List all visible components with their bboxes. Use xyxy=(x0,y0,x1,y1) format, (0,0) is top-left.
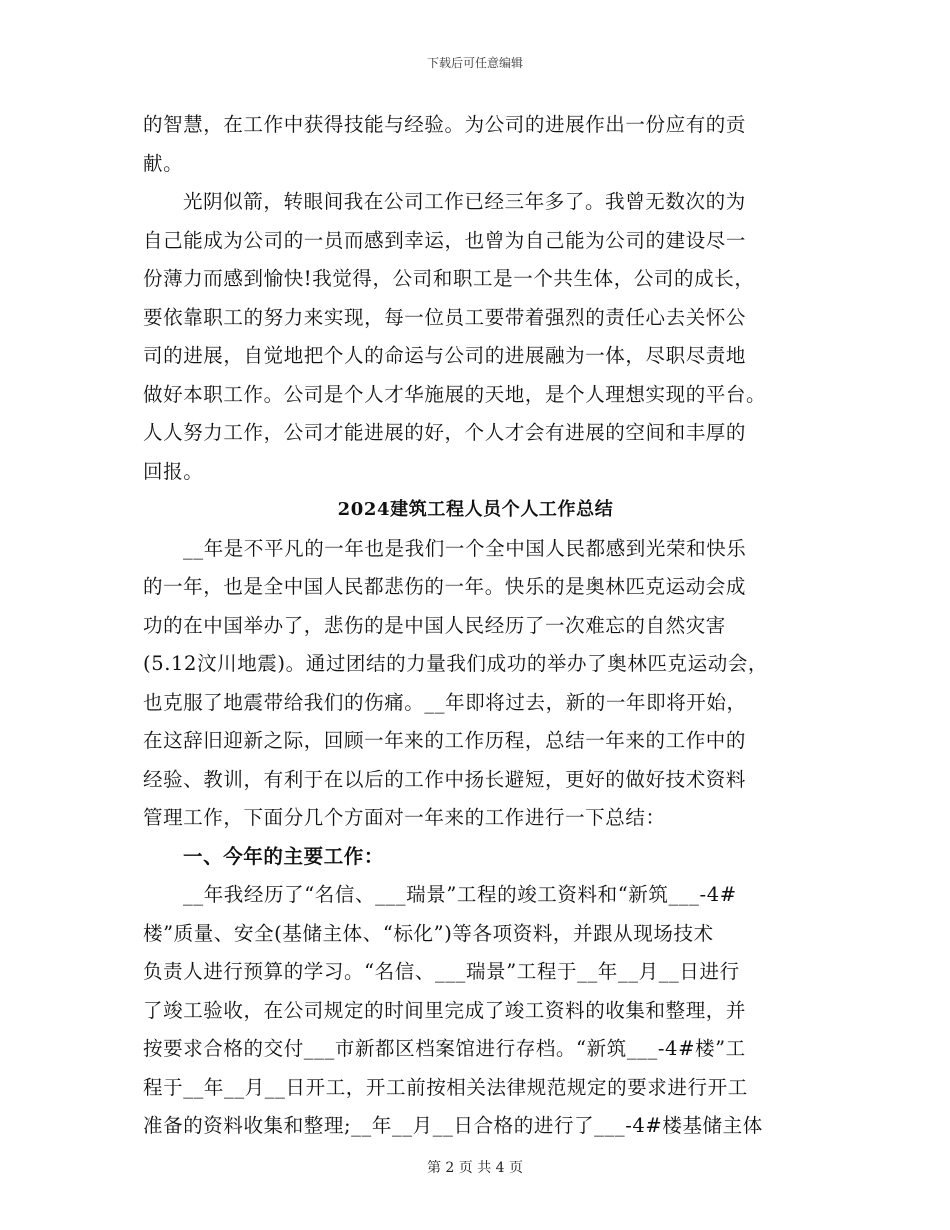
page-footer: 第 2 页 共 4 页 xyxy=(426,1160,524,1176)
text-line: 功的在中国举办了，悲伤的是中国人民经历了一次难忘的自然灾害 xyxy=(143,613,726,637)
section-title: 2024建筑工程人员个人工作总结 xyxy=(337,499,614,520)
text-line: 献。 xyxy=(143,151,184,175)
text-line: 司的进展，自觉地把个人的命运与公司的进展融为一体，尽职尽责地 xyxy=(143,344,747,367)
text-line: 的智慧，在工作中获得技能与经验。为公司的进展作出一份应有的贡 xyxy=(143,113,747,136)
text-line: 经验、教训，有利于在以后的工作中扬长避短，更好的做好技术资料 xyxy=(143,767,747,791)
text-line: 负责人进行预算的学习。“名信、___瑞景”工程于__年__月__日进行 xyxy=(143,960,740,983)
text-line: 回报。 xyxy=(143,459,204,483)
text-line: 了竣工验收，在公司规定的时间里完成了竣工资料的收集和整理，并 xyxy=(143,998,747,1022)
document-body xyxy=(143,106,808,1146)
text-line: (5.12汶川地震)。通过团结的力量我们成功的举办了奥林匹克运动会， xyxy=(143,652,769,675)
text-line: 管理工作，下面分几个方面对一年来的工作进行一下总结： xyxy=(143,806,666,829)
text-line: 程于__年__月__日开工，开工前按相关法律规范规定的要求进行开工 xyxy=(143,1075,748,1099)
text-line: 也克服了地震带给我们的伤痛。__年即将过去，新的一年即将开始， xyxy=(143,690,747,714)
text-line: 要依靠职工的努力来实现，每一位员工要带着强烈的责任心去关怀公 xyxy=(143,305,747,329)
paragraph-start-line: 光阴似箭，转眼间我在公司工作已经三年多了。我曾无数次的为 xyxy=(183,190,746,213)
text-line: 份薄力而感到愉快!我觉得，公司和职工是一个共生体，公司的成长， xyxy=(143,267,755,290)
text-line: 楼”质量、安全(基储主体、“标化”)等各项资料，并跟从现场技术 xyxy=(143,921,714,945)
text-line: 人人努力工作，公司才能进展的好，个人才会有进展的空间和丰厚的 xyxy=(143,421,747,444)
page-header: 下载后可任意编辑 xyxy=(426,56,523,70)
text-line: 按要求合格的交付___市新都区档案馆进行存档。“新筑___-4#楼”工 xyxy=(143,1037,746,1060)
text-line: 做好本职工作。公司是个人才华施展的天地，是个人理想实现的平台。 xyxy=(143,382,767,406)
paragraph-start-line: __年是不平凡的一年也是我们一个全中国人民都感到光荣和快乐 xyxy=(183,536,747,560)
paragraph-start-line: __年我经历了“名信、___瑞景”工程的竣工资料和“新筑___-4# xyxy=(183,883,737,906)
subheading: 一、今年的主要工作： xyxy=(183,844,385,868)
text-line: 自己能成为公司的一员而感到幸运，也曾为自己能为公司的建设尽一 xyxy=(143,228,747,252)
text-line: 在这辞旧迎新之际，回顾一年来的工作历程，总结一年来的工作中的 xyxy=(143,729,747,752)
text-line: 准备的资料收集和整理;__年__月__日合格的进行了___-4#楼基储主体 xyxy=(143,1114,763,1137)
text-line: 的一年，也是全中国人民都悲伤的一年。快乐的是奥林匹克运动会成 xyxy=(143,575,747,598)
